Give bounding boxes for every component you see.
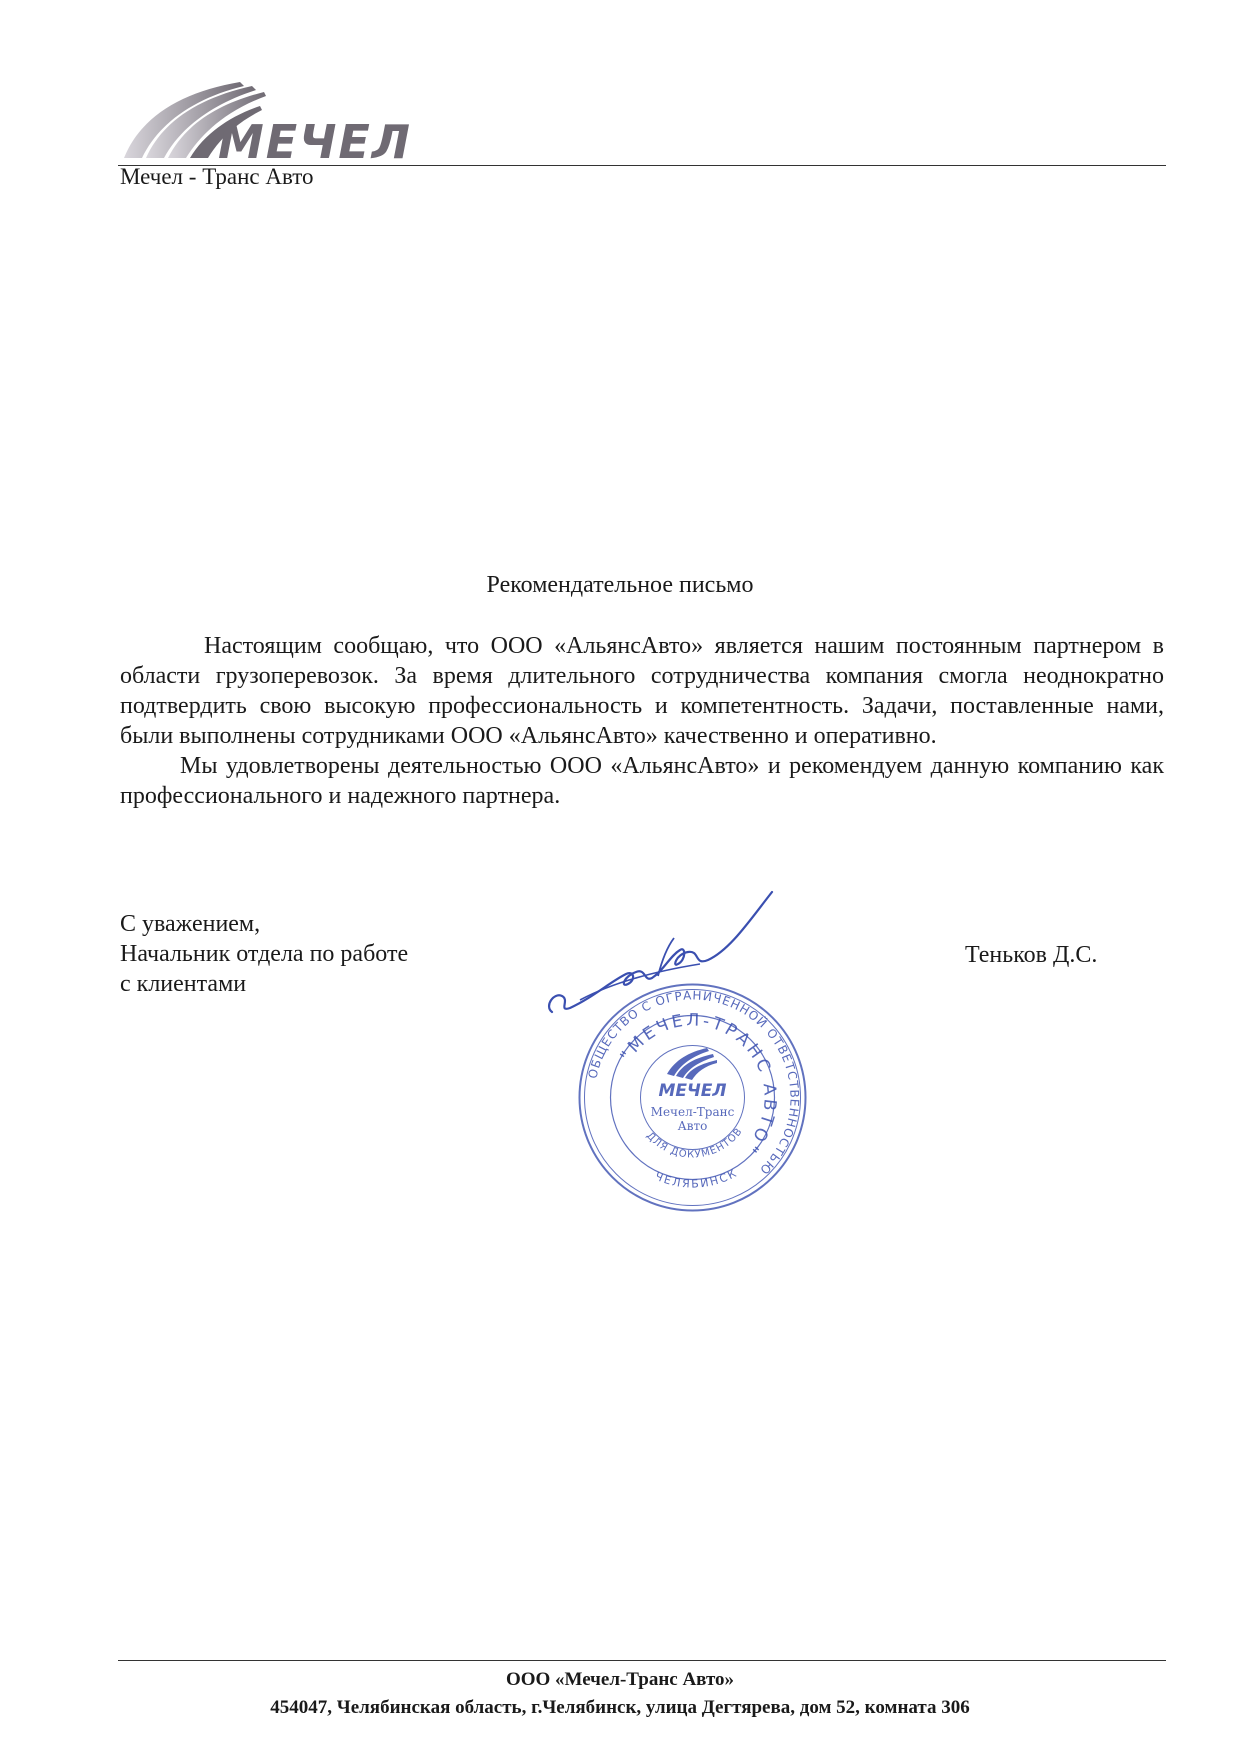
body-paragraph: Мы удовлетворены деятельностью ООО «АльянсАвто» и рекомендуем данную компанию как профессионального и надежного партнера. — [120, 753, 1164, 809]
closing-block — [120, 909, 408, 999]
company-stamp — [575, 980, 810, 1215]
footer — [0, 1666, 1240, 1722]
stamp-company-text: "МЕЧЕЛ-ТРАНС АВТО" — [616, 1010, 780, 1159]
letter-body — [120, 631, 1164, 811]
stamp-logo-text: МЕЧЕЛ — [658, 1081, 727, 1101]
company-subtitle: Мечел - Транс Авто — [120, 164, 314, 189]
letter-title: Рекомендательное письмо — [486, 572, 754, 598]
closing-greeting: С уважением, — [120, 911, 261, 937]
stamp-center-line2: Авто — [677, 1119, 708, 1133]
stamp-logo-icon — [667, 1048, 717, 1080]
body-paragraph: Настоящим сообщаю, что ООО «АльянсАвто» является нашим постоянным партнером в области грузоперевозок. За время длительного сотрудничества компания смогла неоднократно подтвердить свою высокую профессиональность и компетентность. Задачи, поставленные нами, были выполнены сотрудниками ООО «АльянсАвто» качественно и оперативно. — [120, 633, 1164, 749]
footer-address: 454047, Челябинская область, г.Челябинск, улица Дегтярева, дом 52, комната 306 — [270, 1697, 970, 1718]
mechel-logo — [120, 78, 420, 163]
signer-position-cont: с клиентами — [120, 971, 247, 997]
signer-name: Теньков Д.С. — [965, 942, 1098, 968]
stamp-center-line1: Мечел-Транс — [650, 1105, 735, 1119]
footer-company: ООО «Мечел-Транс Авто» — [505, 1669, 735, 1690]
svg-text:ЧЕЛЯБИНСК — [653, 1166, 740, 1191]
logo-wordmark: МЕЧЕЛ — [218, 115, 412, 163]
footer-rule — [118, 1660, 1166, 1661]
stamp-outer-text: ОБЩЕСТВО С ОГРАНИЧЕННОЙ ОТВЕТСТВЕННОСТЬЮ — [585, 988, 802, 1178]
stamp-city-text: ЧЕЛЯБИНСК — [653, 1166, 741, 1191]
signer-position: Начальник отдела по работе — [120, 941, 409, 967]
stamp-inner-text: ДЛЯ ДОКУМЕНТОВ — [643, 1125, 746, 1161]
